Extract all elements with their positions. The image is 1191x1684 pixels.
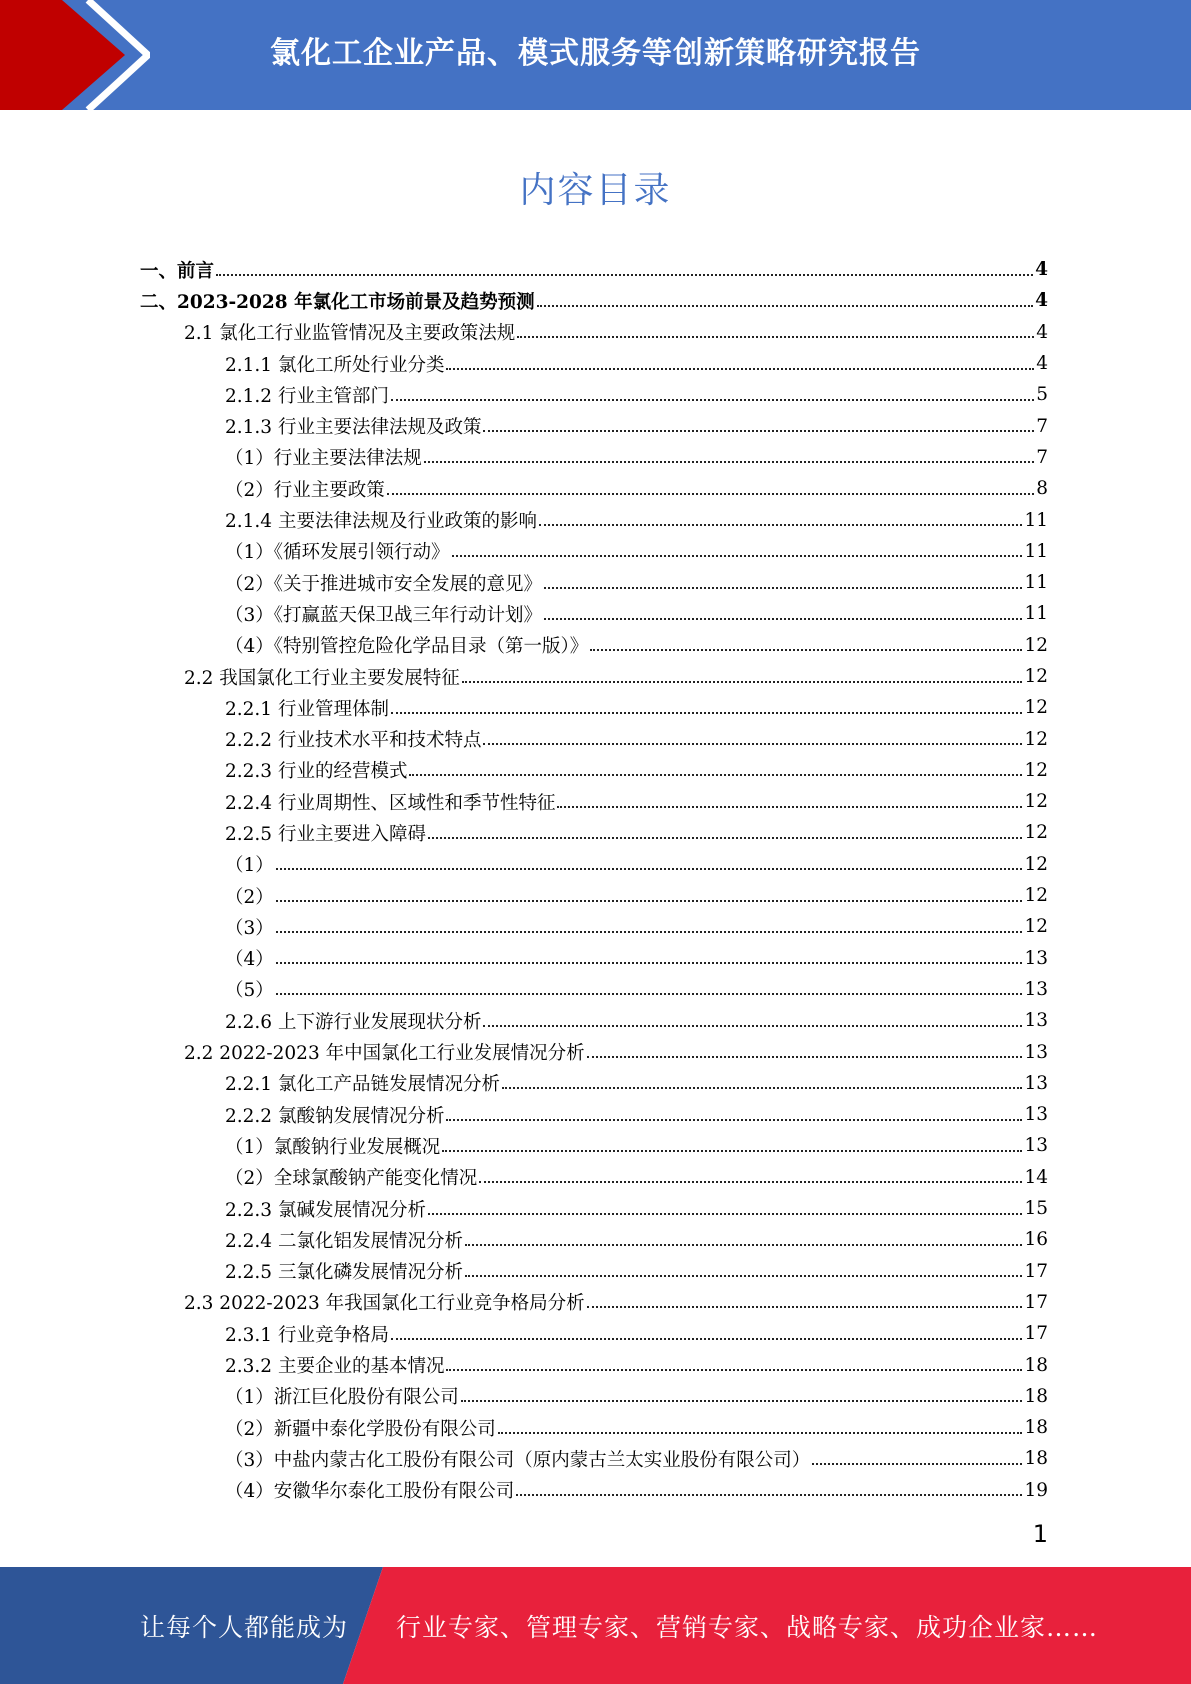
toc-entry[interactable] bbox=[140, 254, 1048, 285]
toc-entry-label: （1）浙江巨化股份有限公司 bbox=[225, 1387, 459, 1409]
toc-entry-page: 13 bbox=[1024, 978, 1048, 1000]
toc-entry-label: 2.2 2022-2023 年中国氯化工行业发展情况分析 bbox=[184, 1043, 585, 1065]
toc-dot-leader bbox=[452, 555, 1023, 557]
toc-dot-leader bbox=[483, 1025, 1022, 1027]
toc-entry-label: （1）行业主要法律法规 bbox=[225, 448, 422, 470]
toc-entry-page: 12 bbox=[1024, 666, 1048, 687]
toc-entry-page: 11 bbox=[1024, 509, 1048, 531]
toc-dot-leader bbox=[462, 681, 1023, 683]
toc-entry[interactable] bbox=[140, 911, 1048, 942]
toc-entry[interactable] bbox=[140, 1224, 1048, 1255]
toc-entry[interactable] bbox=[140, 692, 1048, 723]
toc-entry-label: 2.1.2 行业主管部门 bbox=[225, 385, 389, 407]
toc-entry-label: 2.2.3 行业的经营模式 bbox=[225, 761, 408, 783]
toc-entry[interactable] bbox=[140, 473, 1048, 504]
toc-entry-label: （5） bbox=[225, 980, 274, 1002]
toc-entry-label: （2） bbox=[225, 886, 274, 908]
toc-dot-leader bbox=[276, 868, 1023, 870]
toc-entry-label: （2）全球氯酸钠产能变化情况 bbox=[225, 1168, 478, 1190]
toc-entry-label: 2.2.2 行业技术水平和技术特点 bbox=[225, 730, 482, 752]
toc-entry[interactable] bbox=[140, 1287, 1048, 1318]
toc-entry-page: 8 bbox=[1036, 478, 1048, 500]
toc-entry-page: 12 bbox=[1024, 697, 1048, 719]
toc-entry-page: 14 bbox=[1024, 1166, 1048, 1188]
toc-entry-page: 18 bbox=[1024, 1354, 1048, 1376]
toc-entry[interactable] bbox=[140, 943, 1048, 974]
header-arrow-decoration bbox=[0, 0, 150, 110]
toc-entry-page: 4 bbox=[1035, 259, 1048, 281]
toc-entry-label: 2.2.2 氯酸钠发展情况分析 bbox=[225, 1105, 445, 1127]
toc-entry-label: 2.3.1 行业竞争格局 bbox=[225, 1324, 389, 1346]
toc-entry-label: 2.2.6 上下游行业发展现状分析 bbox=[225, 1011, 482, 1033]
toc-entry-page: 18 bbox=[1024, 1448, 1048, 1470]
toc-entry-page: 7 bbox=[1036, 415, 1048, 437]
toc-dot-leader bbox=[516, 1494, 1022, 1496]
toc-entry[interactable] bbox=[140, 1193, 1048, 1224]
toc-entry-label: （1）氯酸钠行业发展概况 bbox=[225, 1136, 441, 1158]
toc-entry[interactable] bbox=[140, 723, 1048, 754]
toc-entry-page: 12 bbox=[1024, 634, 1048, 656]
toc-entry-page: 13 bbox=[1024, 1010, 1048, 1032]
toc-entry-label: （3）中盐内蒙古化工股份有限公司（原内蒙古兰太实业股份有限公司） bbox=[225, 1449, 811, 1471]
toc-entry[interactable] bbox=[140, 1443, 1048, 1474]
toc-entry[interactable] bbox=[140, 348, 1048, 379]
toc-entry[interactable] bbox=[140, 1099, 1048, 1130]
footer-slogan-left: 让每个人都能成为 bbox=[140, 1612, 349, 1642]
toc-dot-leader bbox=[391, 1338, 1022, 1340]
toc-entry-label: 2.3 2022-2023 年我国氯化工行业竞争格局分析 bbox=[184, 1293, 585, 1315]
toc-entry-label: 2.2.5 行业主要进入障碍 bbox=[225, 823, 426, 845]
toc-entry-page: 12 bbox=[1024, 791, 1048, 813]
toc-entry[interactable] bbox=[140, 1381, 1048, 1412]
header-title: 氯化工企业产品、模式服务等创新策略研究报告 bbox=[270, 36, 921, 71]
toc-entry[interactable] bbox=[140, 442, 1048, 473]
toc-dot-leader bbox=[387, 493, 1034, 495]
toc-entry-label: （2）新疆中泰化学股份有限公司 bbox=[225, 1418, 496, 1440]
toc-entry-page: 13 bbox=[1024, 1041, 1048, 1063]
toc-dot-leader bbox=[442, 1150, 1022, 1152]
toc-entry[interactable] bbox=[140, 1475, 1048, 1506]
toc-entry-label: 2.2.3 氯碱发展情况分析 bbox=[225, 1199, 426, 1221]
toc-entry-label: 2.2.1 行业管理体制 bbox=[225, 698, 389, 720]
toc-entry-page: 13 bbox=[1024, 947, 1048, 969]
page-number: 1 bbox=[1032, 1520, 1048, 1548]
toc-entry[interactable] bbox=[140, 285, 1048, 316]
toc-dot-leader bbox=[498, 1432, 1023, 1434]
toc-entry-label: （4） bbox=[225, 949, 274, 971]
toc-dot-leader bbox=[446, 368, 1034, 370]
toc-dot-leader bbox=[539, 524, 1022, 526]
toc-entry[interactable] bbox=[140, 817, 1048, 848]
toc-entry-label: 2.2.4 行业周期性、区域性和季节性特征 bbox=[225, 792, 556, 814]
toc-entry-page: 13 bbox=[1024, 1135, 1048, 1157]
toc-dot-leader bbox=[276, 993, 1023, 995]
toc-entry[interactable] bbox=[140, 504, 1048, 535]
toc-dot-leader bbox=[483, 743, 1022, 745]
toc-entry[interactable] bbox=[140, 661, 1048, 692]
toc-dot-leader bbox=[428, 837, 1022, 839]
toc-entry-label: 2.1.1 氯化工所处行业分类 bbox=[225, 354, 445, 376]
toc-entry[interactable] bbox=[140, 379, 1048, 410]
toc-entry[interactable] bbox=[140, 1318, 1048, 1349]
toc-entry[interactable] bbox=[140, 755, 1048, 786]
toc-entry[interactable] bbox=[140, 598, 1048, 629]
toc-entry-page: 12 bbox=[1024, 822, 1048, 844]
toc-entry[interactable] bbox=[140, 974, 1048, 1005]
toc-dot-leader bbox=[409, 774, 1022, 776]
toc-entry-label: （1）《循环发展引领行动》 bbox=[225, 542, 450, 564]
toc-entry-label: 2.3.2 主要企业的基本情况 bbox=[225, 1356, 445, 1378]
toc-entry[interactable] bbox=[140, 1162, 1048, 1193]
toc-entry[interactable] bbox=[140, 536, 1048, 567]
toc-entry[interactable] bbox=[140, 1256, 1048, 1287]
toc-dot-leader bbox=[276, 931, 1023, 933]
toc-entry-label: （3）《打赢蓝天保卫战三年行动计划》 bbox=[225, 604, 543, 626]
toc-entry-page: 11 bbox=[1024, 603, 1048, 625]
toc-dot-leader bbox=[590, 649, 1022, 651]
table-of-contents bbox=[140, 254, 1048, 1506]
toc-dot-leader bbox=[391, 399, 1034, 401]
toc-entry[interactable] bbox=[140, 1068, 1048, 1099]
toc-entry-page: 4 bbox=[1036, 321, 1048, 343]
toc-entry[interactable] bbox=[140, 880, 1048, 911]
toc-dot-leader bbox=[391, 712, 1022, 714]
toc-entry-label: 二、2023-2028 年氯化工市场前景及趋势预测 bbox=[140, 291, 535, 313]
toc-entry[interactable] bbox=[140, 1005, 1048, 1036]
toc-entry-page: 17 bbox=[1024, 1291, 1048, 1313]
toc-dot-leader bbox=[465, 1244, 1022, 1246]
toc-entry[interactable] bbox=[140, 410, 1048, 441]
toc-entry-page: 4 bbox=[1035, 290, 1048, 312]
toc-entry-page: 11 bbox=[1024, 572, 1048, 594]
toc-entry-label: 2.2.1 氯化工产品链发展情况分析 bbox=[225, 1074, 500, 1096]
toc-entry-label: 2.1.4 主要法律法规及行业政策的影响 bbox=[225, 511, 537, 533]
toc-dot-leader bbox=[544, 587, 1022, 589]
toc-entry[interactable] bbox=[140, 1130, 1048, 1161]
toc-entry-page: 5 bbox=[1036, 384, 1048, 406]
toc-entry[interactable] bbox=[140, 786, 1048, 817]
toc-dot-leader bbox=[446, 1119, 1022, 1121]
toc-entry-label: 2.2 我国氯化工行业主要发展特征 bbox=[184, 667, 460, 689]
toc-entry-page: 18 bbox=[1024, 1385, 1048, 1407]
toc-dot-leader bbox=[428, 1213, 1022, 1215]
toc-entry-page: 16 bbox=[1024, 1229, 1048, 1251]
toc-entry-page: 19 bbox=[1024, 1479, 1048, 1501]
toc-dot-leader bbox=[537, 305, 1034, 307]
toc-dot-leader bbox=[587, 1056, 1023, 1058]
toc-dot-leader bbox=[446, 1369, 1022, 1371]
toc-entry-label: （2）行业主要政策 bbox=[225, 479, 385, 501]
toc-entry-label: 2.1.3 行业主要法律法规及政策 bbox=[225, 417, 482, 439]
toc-entry-page: 13 bbox=[1024, 1104, 1048, 1126]
toc-dot-leader bbox=[483, 430, 1034, 432]
toc-entry-page: 13 bbox=[1024, 1072, 1048, 1094]
toc-entry-page: 7 bbox=[1036, 446, 1048, 468]
toc-dot-leader bbox=[461, 1400, 1023, 1402]
toc-dot-leader bbox=[544, 618, 1022, 620]
toc-entry[interactable] bbox=[140, 1412, 1048, 1443]
toc-entry-label: （4）安徽华尔泰化工股份有限公司 bbox=[225, 1481, 515, 1503]
toc-entry-page: 17 bbox=[1024, 1260, 1048, 1282]
toc-entry-page: 11 bbox=[1024, 540, 1048, 562]
toc-entry[interactable] bbox=[140, 849, 1048, 880]
toc-dot-leader bbox=[587, 1306, 1023, 1308]
toc-entry-page: 15 bbox=[1024, 1198, 1048, 1220]
toc-entry[interactable] bbox=[140, 317, 1048, 348]
toc-dot-leader bbox=[812, 1463, 1022, 1465]
toc-entry-page: 17 bbox=[1024, 1323, 1048, 1345]
toc-entry[interactable] bbox=[140, 1349, 1048, 1380]
toc-dot-leader bbox=[216, 274, 1033, 276]
toc-entry-label: 2.2.4 二氯化铝发展情况分析 bbox=[225, 1230, 463, 1252]
page-footer bbox=[0, 1567, 1191, 1684]
toc-entry-page: 12 bbox=[1024, 728, 1048, 750]
toc-dot-leader bbox=[502, 1087, 1022, 1089]
footer-slogan-right: 行业专家、管理专家、营销专家、战略专家、成功企业家…… bbox=[396, 1612, 1099, 1642]
toc-dot-leader bbox=[276, 962, 1023, 964]
toc-dot-leader bbox=[276, 900, 1023, 902]
toc-entry-label: 2.1 氯化工行业监管情况及主要政策法规 bbox=[184, 323, 516, 345]
toc-entry[interactable] bbox=[140, 1036, 1048, 1067]
toc-dot-leader bbox=[557, 806, 1022, 808]
toc-entry-label: （2）《关于推进城市安全发展的意见》 bbox=[225, 573, 543, 595]
toc-entry-page: 4 bbox=[1036, 353, 1048, 375]
page-header bbox=[0, 0, 1191, 110]
toc-entry-label: 2.2.5 三氯化磷发展情况分析 bbox=[225, 1262, 463, 1284]
toc-entry-label: 一、前言 bbox=[140, 260, 215, 282]
toc-entry-label: （1） bbox=[225, 855, 274, 877]
toc-entry-page: 12 bbox=[1024, 916, 1048, 938]
toc-entry-label: （3） bbox=[225, 917, 274, 939]
toc-title: 内容目录 bbox=[519, 170, 672, 211]
toc-entry[interactable] bbox=[140, 567, 1048, 598]
toc-entry-label: （4）《特别管控危险化学品目录（第一版）》 bbox=[225, 636, 589, 658]
toc-dot-leader bbox=[517, 336, 1034, 338]
toc-entry[interactable] bbox=[140, 630, 1048, 661]
toc-entry-page: 12 bbox=[1024, 759, 1048, 781]
toc-dot-leader bbox=[465, 1275, 1022, 1277]
toc-entry-page: 12 bbox=[1024, 885, 1048, 907]
toc-dot-leader bbox=[479, 1181, 1022, 1183]
toc-entry-page: 18 bbox=[1024, 1417, 1048, 1439]
toc-entry-page: 12 bbox=[1024, 853, 1048, 875]
toc-dot-leader bbox=[424, 461, 1034, 463]
